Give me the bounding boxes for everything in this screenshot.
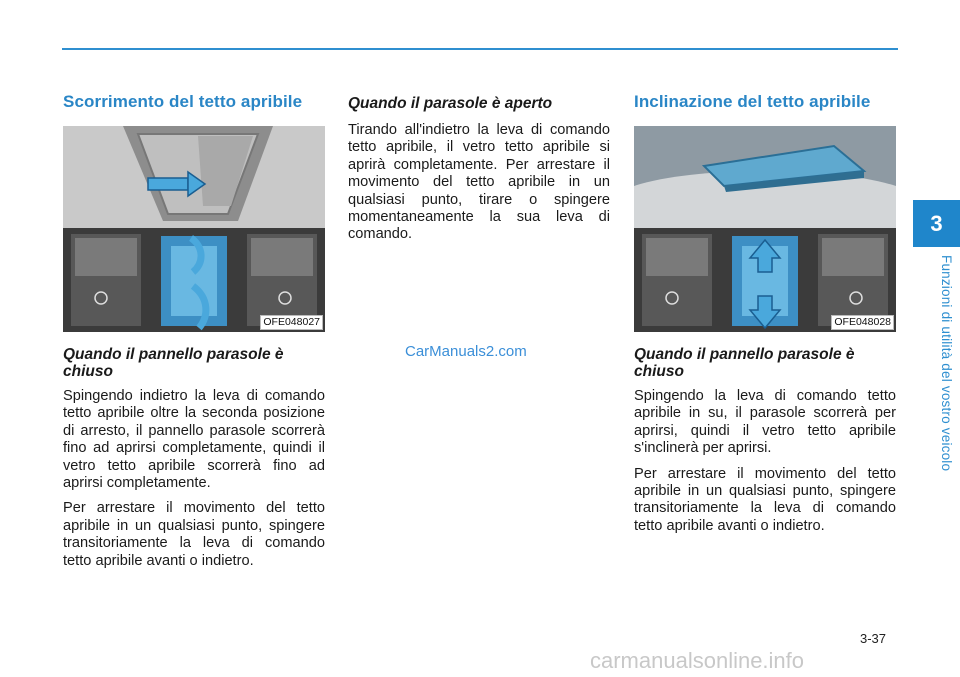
figure-sunroof-slide [63,126,325,332]
heading-scorrimento: Scorrimento del tetto apribile [63,92,303,111]
paragraph: Spingendo la leva di comando tetto apribile in su, il parasole scorrerà per aprirsi, quindi il vetro tetto apribile s'inclinerà per aprirsi. [634,388,896,457]
subheading-parasole-aperto: Quando il parasole è aperto [348,95,553,112]
top-rule [62,48,898,50]
column-inclinazione [634,92,896,543]
column-parasole-aperto [348,92,610,252]
footer-watermark: carmanualsonline.info [590,648,805,673]
paragraph: Per arrestare il movimento del tetto apribile in un qualsiasi punto, spingere transitoriamente la leva di comando tetto apribile avanti o indietro. [63,500,325,569]
paragraph: Spingendo indietro la leva di comando tetto apribile oltre la seconda posizione di arresto, il pannello parasole scorrerà fino ad aprirsi completamente, quindi il vetro tetto apribile scorrerà fino ad aprirsi completamente. [63,388,325,492]
heading-inclinazione: Inclinazione del tetto apribile [634,92,871,111]
paragraph: Per arrestare il movimento del tetto apribile in un qualsiasi punto, spingere transitoriamente la leva di comando tetto apribile avanti o indietro. [634,465,896,534]
chapter-title: Funzioni di utilità del vostro veicolo [939,255,954,472]
chapter-number-tab: 3 [913,200,960,247]
paragraph: Tirando all'indietro la leva di comando tetto apribile, il vetro tetto apribile si aprirà completamente. Per arrestare il movimento del tetto apribile in un qualsiasi punto, tirare o spingere momentaneamente la sua leva di comando. [348,122,610,243]
subheading-pannello-chiuso: Quando il pannello parasole è chiuso [63,346,284,380]
column-scorrimento [63,92,325,578]
page-number: 3-37 [860,631,887,646]
figure-sunroof-tilt [634,126,896,332]
subheading-pannello-chiuso: Quando il pannello parasole è chiuso [634,346,855,380]
figure-code: OFE048027 [260,315,323,330]
figure-code: OFE048028 [831,315,894,330]
watermark-link[interactable]: CarManuals2.com [405,343,527,360]
